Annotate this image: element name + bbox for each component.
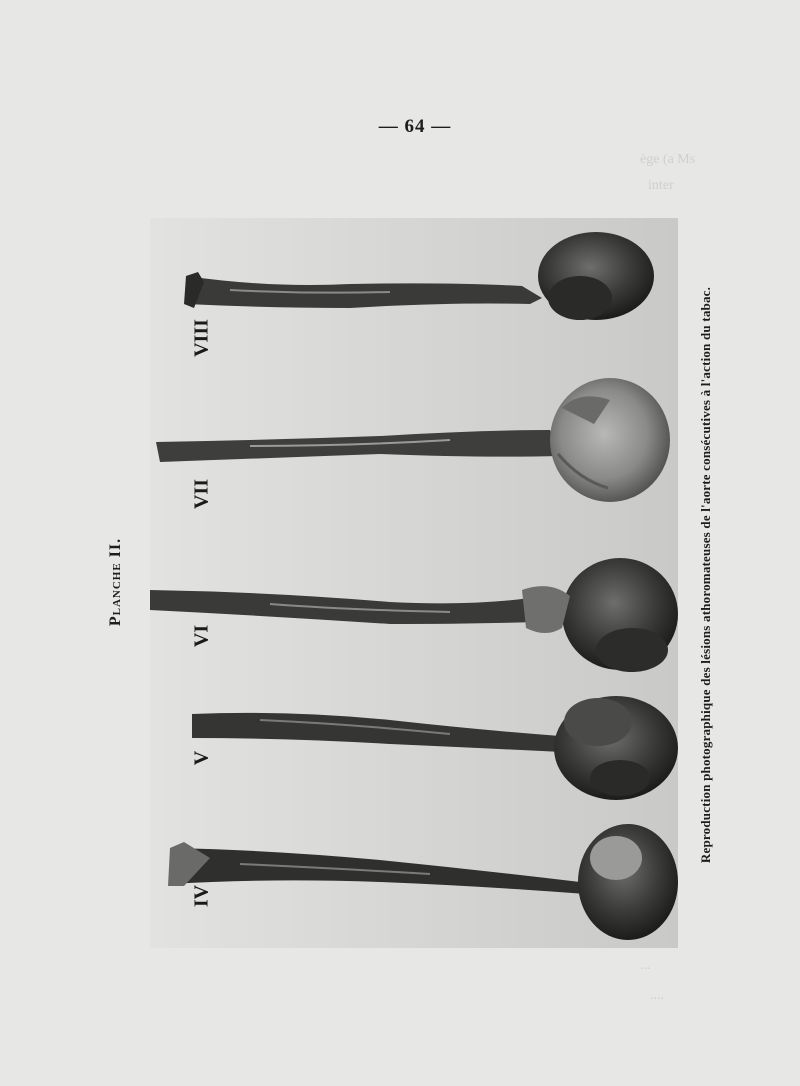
specimen-label-iv: IV — [190, 884, 213, 908]
specimen-label-viii: VIII — [190, 319, 213, 357]
photograph-drawing — [150, 218, 678, 948]
figure-caption: Reproduction photographique des lésions athoromateuses de l'aorte consécutives à l'action du tabac. — [698, 286, 713, 864]
specimen-photograph — [150, 218, 678, 948]
specimen-label-v: V — [190, 750, 213, 766]
specimen-label-vii: VII — [190, 478, 213, 510]
specimen-label-vi: VI — [190, 624, 213, 648]
page-number: — 64 — — [378, 116, 452, 137]
plate-label: Planche II. — [107, 537, 124, 627]
